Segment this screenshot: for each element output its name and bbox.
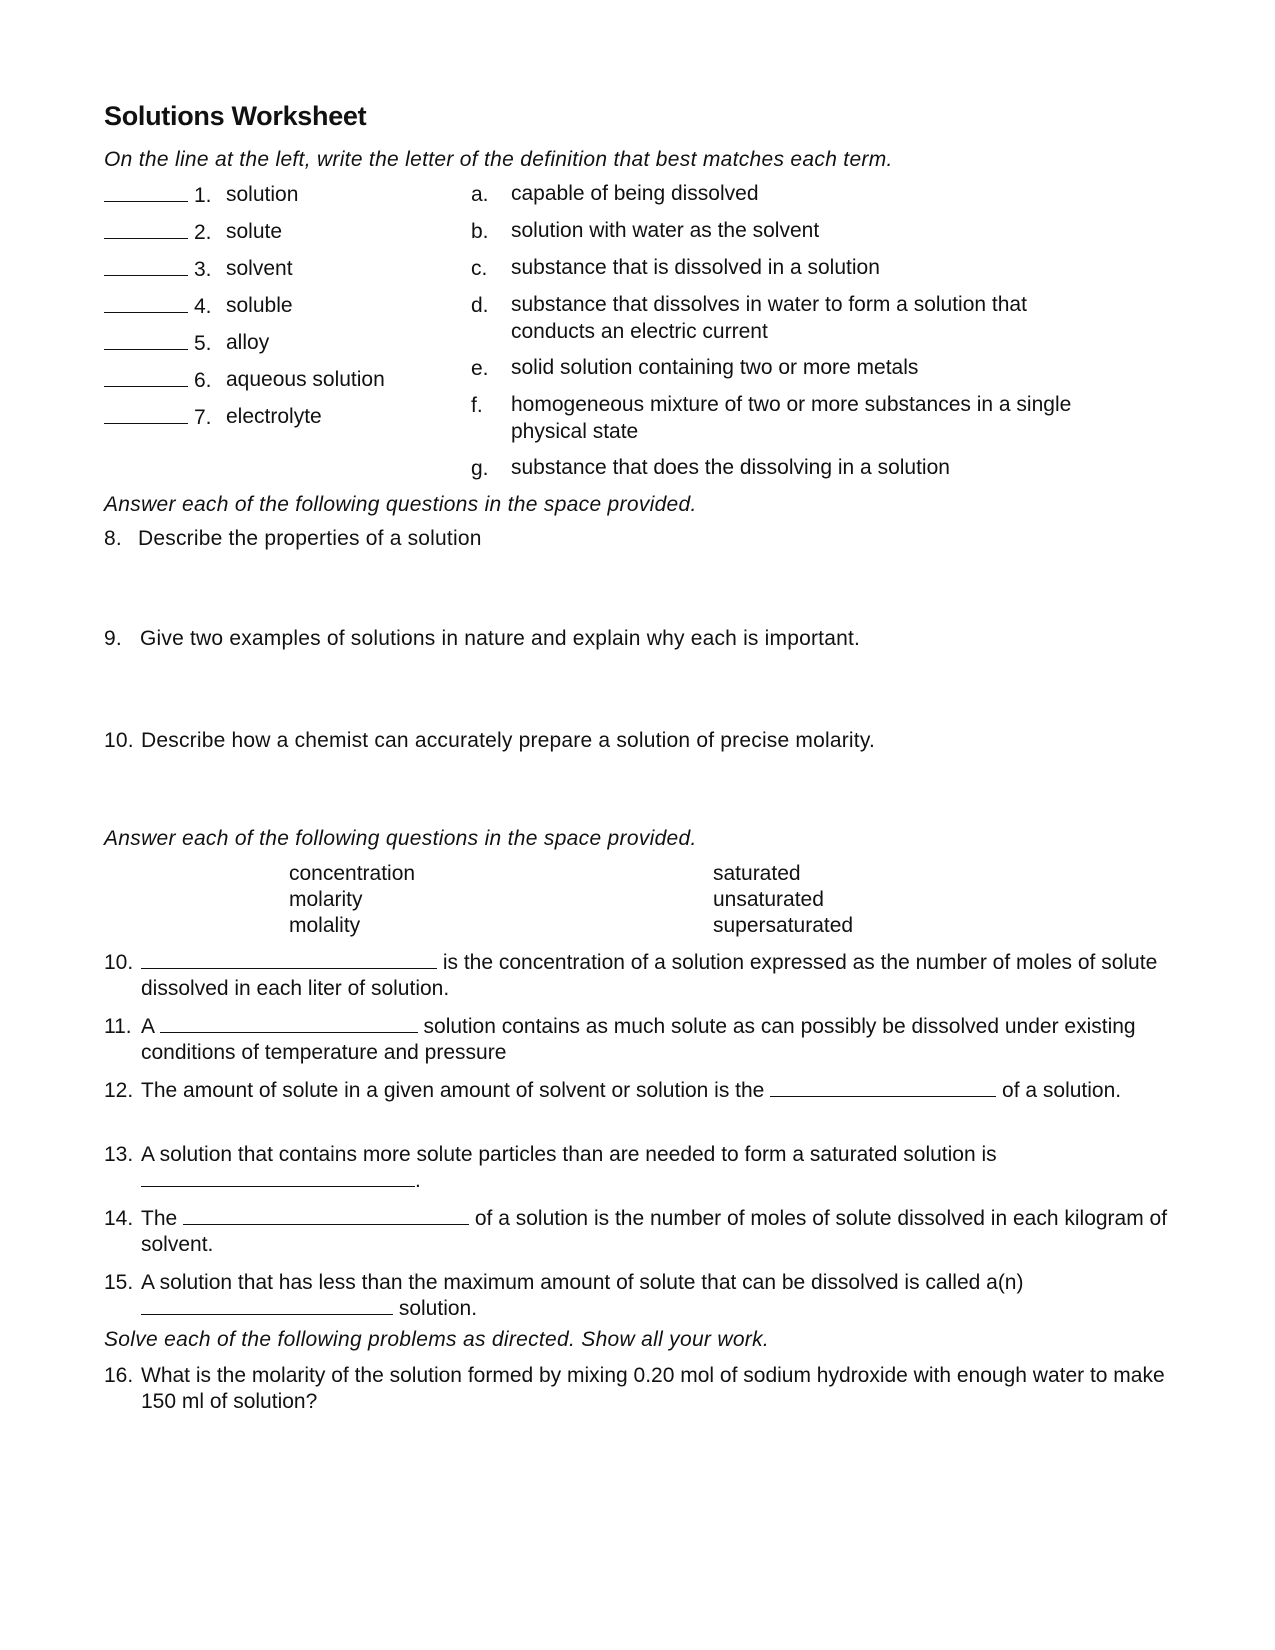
definition-text: substance that does the dissolving in a solution <box>511 456 950 479</box>
question-text-pre: A solution that has less than the maximum amount of solute that can be dissolved is called a(n) <box>141 1271 1024 1294</box>
term-row <box>104 405 322 430</box>
question-number: 8. <box>104 527 122 550</box>
answer-blank[interactable] <box>104 368 188 387</box>
question-9 <box>104 627 861 651</box>
question-number: 10. <box>104 951 134 974</box>
question-number: 14. <box>104 1207 134 1230</box>
definition-letter: e. <box>471 357 489 380</box>
question-text-pre: A <box>141 1015 160 1038</box>
term-number: 3. <box>194 258 212 281</box>
term-row <box>104 183 299 208</box>
word-bank-term: concentration <box>289 862 416 885</box>
term-text: solvent <box>226 257 293 280</box>
question-number: 11. <box>104 1015 132 1038</box>
term-row <box>104 257 293 282</box>
question-text-post: of a solution is the number of moles of solute dissolved in each kilogram of solvent. <box>141 1207 1168 1256</box>
fill-in-blank[interactable] <box>183 1206 469 1225</box>
answer-blank[interactable] <box>104 220 188 239</box>
question-text: Describe the properties of a solution <box>138 527 482 550</box>
term-text: aqueous solution <box>226 368 385 391</box>
question-number: 15. <box>104 1271 134 1294</box>
question-text-pre: The amount of solute in a given amount of solvent or solution is the <box>141 1079 771 1102</box>
fill-in-instructions: Answer each of the following questions in the space provided. <box>104 827 697 850</box>
fill-in-blank[interactable] <box>160 1014 418 1033</box>
definition-text: substance that is dissolved in a solution <box>511 256 880 279</box>
term-number: 4. <box>194 295 212 318</box>
question-number: 16. <box>104 1364 134 1387</box>
question-text-post: of a solution. <box>996 1079 1122 1102</box>
term-number: 1. <box>194 184 212 207</box>
short-answer-instructions: Answer each of the following questions in the space provided. <box>104 493 697 516</box>
question-text: Describe how a chemist can accurately prepare a solution of precise molarity. <box>141 729 876 752</box>
answer-blank[interactable] <box>104 405 188 424</box>
question-text-pre: A solution that contains more solute particles than are needed to form a saturated solution is <box>141 1143 997 1166</box>
term-number: 7. <box>194 406 212 429</box>
fill-in-blank[interactable] <box>141 950 437 969</box>
term-number: 2. <box>194 221 212 244</box>
question-number: 9. <box>104 627 122 650</box>
definition-text: solution with water as the solvent <box>511 219 820 242</box>
term-number: 6. <box>194 369 212 392</box>
fill-in-blank[interactable] <box>141 1168 415 1187</box>
problems-instructions: Solve each of the following problems as directed. Show all your work. <box>104 1328 770 1351</box>
term-text: solution <box>226 183 299 206</box>
question-number: 13. <box>104 1143 134 1166</box>
term-text: soluble <box>226 294 293 317</box>
definition-text: substance that dissolves in water to form a solution that conducts an electric current <box>511 293 1027 343</box>
definition-letter: f. <box>471 394 483 417</box>
word-bank-term: molarity <box>289 888 363 911</box>
question-text-post: is the concentration of a solution expressed as the number of moles of solute dissolved in each liter of solution. <box>141 951 1158 1000</box>
question-number: 10. <box>104 729 134 752</box>
answer-blank[interactable] <box>104 257 188 276</box>
question-text-post: solution contains as much solute as can possibly be dissolved under existing conditions of temperature and pressure <box>141 1015 1136 1064</box>
term-number: 5. <box>194 332 212 355</box>
question-text-pre: The <box>141 1207 184 1230</box>
definition-letter: a. <box>471 183 489 206</box>
definition-text: homogeneous mixture of two or more substances in a single physical state <box>511 393 1072 443</box>
question-text: Give two examples of solutions in nature and explain why each is important. <box>140 627 861 650</box>
term-text: alloy <box>226 331 270 354</box>
answer-blank[interactable] <box>104 294 188 313</box>
definition-letter: c. <box>471 257 488 280</box>
term-row <box>104 294 293 319</box>
question-text-post: . <box>415 1169 421 1192</box>
term-text: solute <box>226 220 283 243</box>
word-bank-term: supersaturated <box>713 914 854 937</box>
definition-letter: b. <box>471 220 489 243</box>
question-text: What is the molarity of the solution formed by mixing 0.20 mol of sodium hydroxide with enough water to make 150 ml of solution? <box>141 1364 1165 1413</box>
question-8 <box>104 527 482 551</box>
answer-blank[interactable] <box>104 183 188 202</box>
fill-in-blank[interactable] <box>141 1296 393 1315</box>
matching-instructions: On the line at the left, write the letter of the definition that best matches each term. <box>104 148 893 171</box>
term-row <box>104 331 270 356</box>
definition-letter: d. <box>471 294 489 317</box>
word-bank-term: molality <box>289 914 361 937</box>
page-title: Solutions Worksheet <box>104 101 367 131</box>
answer-blank[interactable] <box>104 331 188 350</box>
word-bank-term: saturated <box>713 862 801 885</box>
question-number: 12. <box>104 1079 134 1102</box>
fill-in-blank[interactable] <box>770 1078 996 1097</box>
definition-text: capable of being dissolved <box>511 182 759 205</box>
question-10 <box>104 729 876 753</box>
term-row <box>104 220 283 245</box>
term-row <box>104 368 385 393</box>
word-bank-term: unsaturated <box>713 888 824 911</box>
definition-text: solid solution containing two or more metals <box>511 356 919 379</box>
term-text: electrolyte <box>226 405 322 428</box>
question-text-post: solution. <box>393 1297 478 1320</box>
definition-letter: g. <box>471 457 489 480</box>
